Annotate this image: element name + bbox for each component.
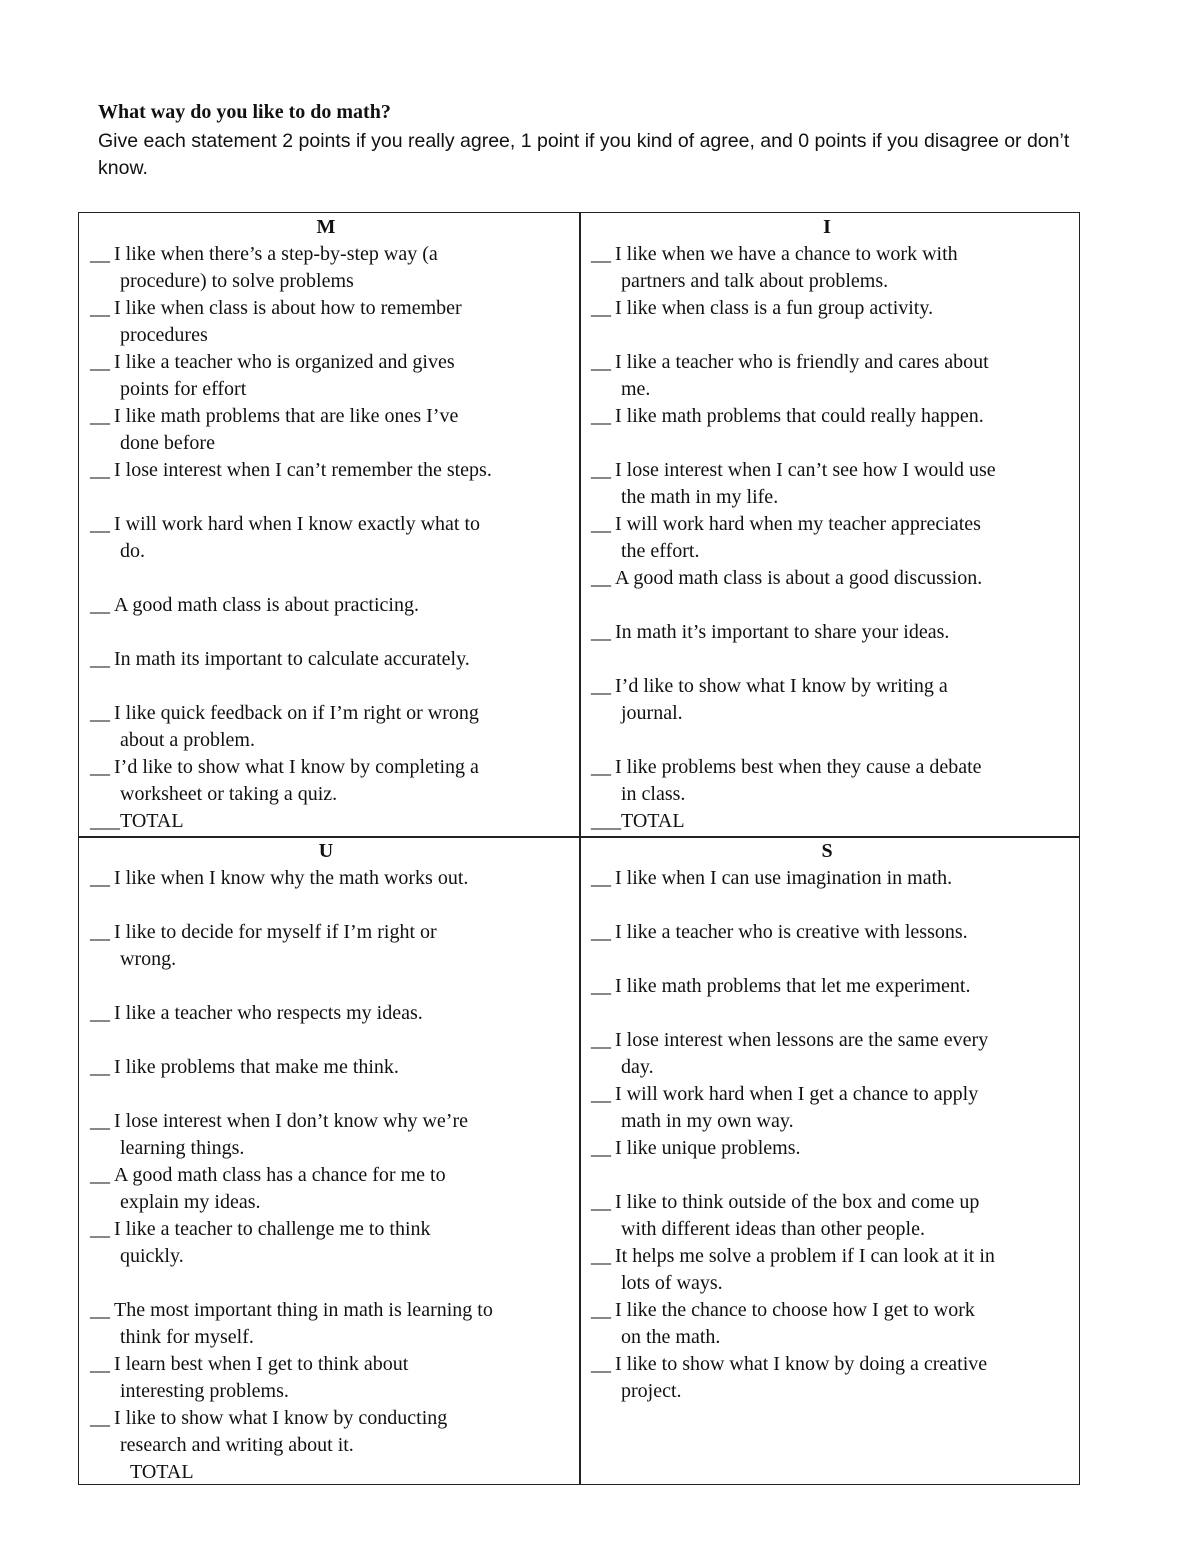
statement-item (581, 673, 1073, 727)
statement-text: I like to decide for myself if I’m right or wrong. (114, 921, 437, 970)
statement-text: I lose interest when lessons are the same every day. (615, 1029, 989, 1078)
quadrant-letter: U (318, 840, 334, 862)
statement-text: I like when class is a fun group activity. (615, 297, 934, 319)
statement-item (581, 511, 1073, 565)
statement-item (80, 919, 572, 973)
score-blank[interactable]: __ (90, 459, 110, 481)
score-blank[interactable]: __ (591, 297, 611, 319)
score-blank[interactable]: __ (90, 1002, 110, 1024)
statement-text: I like problems that make me think. (114, 1056, 399, 1078)
statement-text: I lose interest when I can’t see how I would use the math in my life. (615, 459, 996, 508)
quadrant-letter: M (316, 216, 336, 238)
quadrant-letter: I (823, 216, 831, 238)
statement-item (581, 1081, 1073, 1135)
statement-item (80, 241, 572, 295)
statement-text: I like to think outside of the box and come up with different ideas than other people. (615, 1191, 980, 1240)
statement-text: I like math problems that could really happen. (615, 405, 984, 427)
score-blank[interactable]: __ (591, 513, 611, 535)
statement-item (80, 592, 572, 619)
statement-text: I like to show what I know by conducting research and writing about it. (114, 1407, 448, 1456)
statement-item (80, 1108, 572, 1162)
score-blank[interactable]: __ (591, 243, 611, 265)
quadrant-u (80, 838, 572, 1483)
quadrant-letter: S (821, 840, 833, 862)
score-blank[interactable]: __ (90, 756, 110, 778)
score-blank[interactable]: __ (591, 921, 611, 943)
score-blank[interactable]: __ (90, 594, 110, 616)
statement-text: I like when we have a chance to work with partners and talk about problems. (615, 243, 958, 292)
score-blank[interactable]: __ (90, 1353, 110, 1375)
quadrant-s (581, 838, 1073, 1402)
score-blank[interactable]: __ (90, 351, 110, 373)
score-blank[interactable]: __ (591, 1245, 611, 1267)
statement-item (581, 565, 1073, 592)
statement-text: I like when I can use imagination in math. (615, 867, 953, 889)
statement-item (581, 403, 1073, 430)
total-label: TOTAL (130, 1461, 194, 1483)
statement-item (581, 919, 1073, 946)
statement-text: I will work hard when I get a chance to apply math in my own way. (615, 1083, 979, 1132)
statement-text: I like when there’s a step-by-step way (a procedure) to solve problems (114, 243, 438, 292)
score-blank[interactable]: __ (591, 1137, 611, 1159)
statement-text: It helps me solve a problem if I can look at it in lots of ways. (615, 1245, 995, 1294)
statement-text: I like problems best when they cause a debate in class. (615, 756, 982, 805)
statement-item (581, 1027, 1073, 1081)
statement-text: I like math problems that let me experiment. (615, 975, 971, 997)
page-title: What way do you like to do math? (98, 101, 391, 123)
score-blank[interactable]: __ (591, 975, 611, 997)
quadrant-i (581, 214, 1073, 832)
statement-item (581, 349, 1073, 403)
score-blank[interactable]: __ (90, 648, 110, 670)
score-blank[interactable]: __ (90, 702, 110, 724)
score-blank[interactable]: __ (591, 867, 611, 889)
total-label: ___TOTAL (591, 810, 685, 832)
statement-item (581, 457, 1073, 511)
statement-item (80, 295, 572, 349)
statement-item (581, 1243, 1073, 1297)
statement-item (80, 1216, 572, 1270)
statement-text: I will work hard when I know exactly what to do. (114, 513, 481, 562)
statement-item (80, 1054, 572, 1081)
score-blank[interactable]: __ (90, 1056, 110, 1078)
statement-text: I will work hard when my teacher appreciates the effort. (615, 513, 981, 562)
score-blank[interactable]: __ (90, 1218, 110, 1240)
statement-item (80, 1405, 572, 1459)
statement-item (80, 511, 572, 565)
score-blank[interactable]: __ (90, 1164, 110, 1186)
statement-text: The most important thing in math is learning to think for myself. (114, 1299, 493, 1348)
statement-text: I like a teacher to challenge me to think quickly. (114, 1218, 431, 1267)
total-label: ___TOTAL (90, 810, 184, 832)
score-blank[interactable]: __ (591, 567, 611, 589)
score-blank[interactable]: __ (591, 756, 611, 778)
statement-item (581, 1189, 1073, 1243)
statement-item (581, 754, 1073, 808)
score-blank[interactable]: __ (591, 405, 611, 427)
score-blank[interactable]: __ (591, 621, 611, 643)
statement-text: I lose interest when I don’t know why we’re learning things. (114, 1110, 468, 1159)
score-blank[interactable]: __ (591, 1299, 611, 1321)
statement-text: I like quick feedback on if I’m right or wrong about a problem. (114, 702, 479, 751)
statement-item (581, 1351, 1073, 1405)
statement-item (581, 241, 1073, 295)
statement-text: I’d like to show what I know by completing a worksheet or taking a quiz. (114, 756, 479, 805)
statement-item (80, 865, 572, 892)
statement-item (80, 700, 572, 754)
statement-text: A good math class has a chance for me to explain my ideas. (114, 1164, 446, 1213)
statement-item (80, 1297, 572, 1351)
statement-text: A good math class is about practicing. (114, 594, 419, 616)
score-blank[interactable]: __ (90, 867, 110, 889)
statement-item (80, 403, 572, 457)
statement-item (80, 1351, 572, 1405)
score-blank[interactable]: __ (591, 1083, 611, 1105)
statement-text: I like to show what I know by doing a creative project. (615, 1353, 988, 1402)
statement-text: I learn best when I get to think about interesting problems. (114, 1353, 409, 1402)
score-blank[interactable]: __ (591, 351, 611, 373)
statement-item (80, 457, 572, 484)
statement-text: I like when class is about how to remember procedures (114, 297, 462, 346)
statement-text: I like when I know why the math works out. (114, 867, 469, 889)
statement-text: I like unique problems. (615, 1137, 801, 1159)
score-blank[interactable]: __ (591, 1353, 611, 1375)
score-blank[interactable]: __ (591, 1191, 611, 1213)
score-blank[interactable]: __ (90, 1407, 110, 1429)
statement-item (80, 754, 572, 808)
quadrant-m (80, 214, 572, 832)
statement-item (581, 973, 1073, 1000)
score-blank[interactable]: __ (90, 297, 110, 319)
statement-item (581, 295, 1073, 322)
score-blank[interactable]: __ (591, 1029, 611, 1051)
statement-item (80, 646, 572, 673)
statement-item (581, 1135, 1073, 1162)
score-blank[interactable]: __ (591, 459, 611, 481)
statement-text: I like the chance to choose how I get to work on the math. (615, 1299, 975, 1348)
score-blank[interactable]: __ (90, 1110, 110, 1132)
statement-item (581, 865, 1073, 892)
score-blank[interactable]: __ (90, 243, 110, 265)
statement-text: I like a teacher who is friendly and cares about me. (615, 351, 989, 400)
score-blank[interactable]: __ (90, 1299, 110, 1321)
statement-text: A good math class is about a good discussion. (615, 567, 983, 589)
statement-text: In math its important to calculate accurately. (114, 648, 470, 670)
instructions: Give each statement 2 points if you really agree, 1 point if you kind of agree, and 0 points if you disagree or don’t know. (98, 130, 1070, 179)
score-blank[interactable]: __ (90, 921, 110, 943)
statement-item (80, 1162, 572, 1216)
statement-text: In math it’s important to share your ideas. (615, 621, 950, 643)
statement-text: I lose interest when I can’t remember the steps. (114, 459, 492, 481)
score-blank[interactable]: __ (90, 405, 110, 427)
statement-item (581, 619, 1073, 646)
statement-item (80, 349, 572, 403)
score-blank[interactable]: __ (591, 675, 611, 697)
statement-text: I’d like to show what I know by writing a journal. (615, 675, 948, 724)
statement-text: I like a teacher who is creative with lessons. (615, 921, 968, 943)
score-blank[interactable]: __ (90, 513, 110, 535)
statement-text: I like math problems that are like ones I’ve done before (114, 405, 459, 454)
statement-item (80, 1000, 572, 1027)
statement-item (581, 1297, 1073, 1351)
statement-text: I like a teacher who is organized and gives points for effort (114, 351, 455, 400)
statement-text: I like a teacher who respects my ideas. (114, 1002, 423, 1024)
